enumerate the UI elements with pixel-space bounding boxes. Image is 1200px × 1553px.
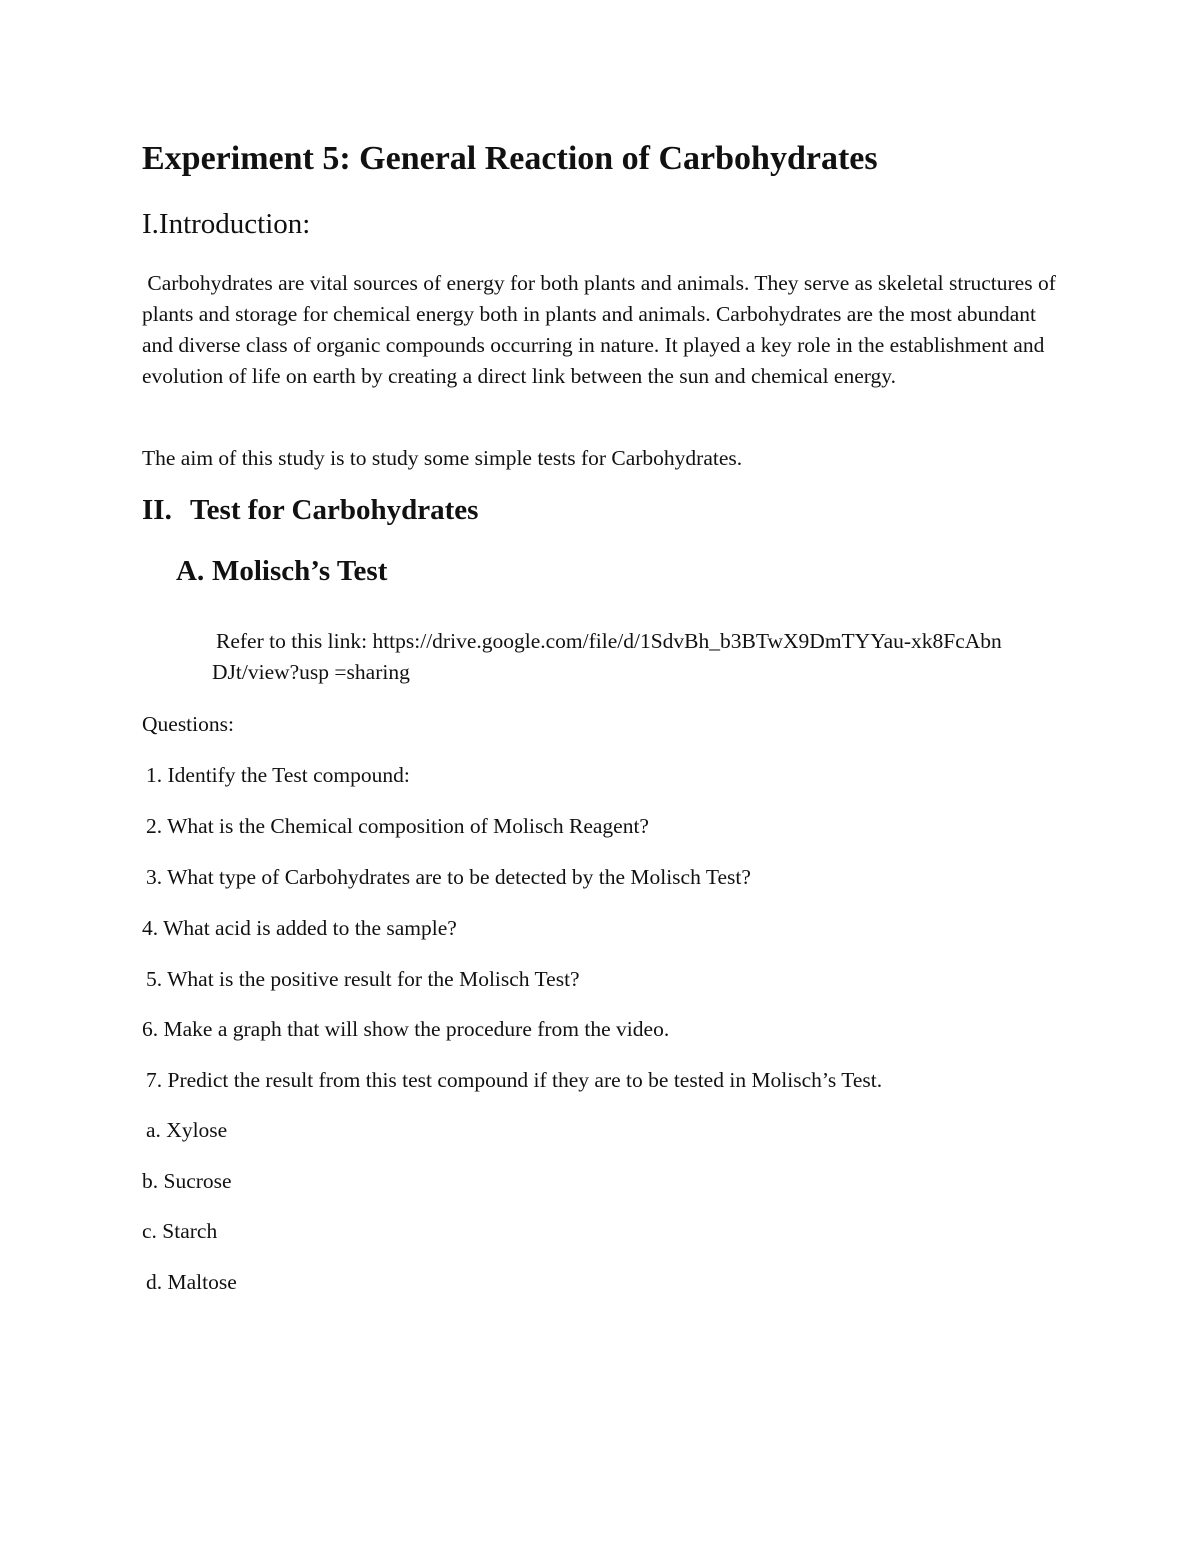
question-item: 3. What type of Carbohydrates are to be detected by the Molisch Test?	[146, 865, 751, 889]
question-item: 4. What acid is added to the sample?	[142, 916, 457, 940]
tests-heading-number: II.	[142, 494, 172, 526]
option-item: a. Xylose	[146, 1118, 228, 1142]
molisch-test-label: Molisch’s Test	[212, 555, 388, 587]
tests-heading-label: Test for Carbohydrates	[190, 494, 479, 526]
introduction-paragraph	[142, 268, 1062, 392]
option-item: b. Sucrose	[142, 1169, 232, 1193]
question-item: 2. What is the Chemical composition of Molisch Reagent?	[146, 814, 649, 838]
molisch-test-letter: A.	[176, 555, 205, 587]
tests-heading	[142, 494, 478, 527]
question-item: 1. Identify the Test compound:	[146, 763, 410, 787]
document-title: Experiment 5: General Reaction of Carbohydrates	[142, 140, 878, 177]
question-item: 6. Make a graph that will show the procedure from the video.	[142, 1017, 670, 1041]
molisch-test-heading	[176, 555, 387, 588]
question-item: 5. What is the positive result for the Molisch Test?	[146, 967, 580, 991]
introduction-text: Carbohydrates are vital sources of energy for both plants and animals. They serve as skeletal structures of plants and storage for chemical energy both in plants and animals. Carbohydrates are the most abundant and diverse class of organic compounds occurring in nature. It played a key role in the establishment and evolution of life on earth by creating a direct link between the sun and chemical energy.	[142, 271, 1056, 388]
option-item: d. Maltose	[146, 1270, 237, 1294]
question-item: 7. Predict the result from this test compound if they are to be tested in Molisch’s Test.	[146, 1068, 883, 1092]
reference-link-block	[212, 626, 1012, 688]
reference-link-label: Refer to this link:	[216, 629, 368, 653]
reference-link[interactable]: https://drive.google.com/file/d/1SdvBh_b3BTwX9DmTYYau-xk8FcAbnDJt/view?usp =sharing	[212, 629, 1002, 684]
aim-paragraph: The aim of this study is to study some simple tests for Carbohydrates.	[142, 446, 743, 470]
introduction-heading: I.Introduction:	[142, 208, 311, 240]
option-item: c. Starch	[142, 1219, 218, 1243]
questions-label: Questions:	[142, 712, 234, 736]
